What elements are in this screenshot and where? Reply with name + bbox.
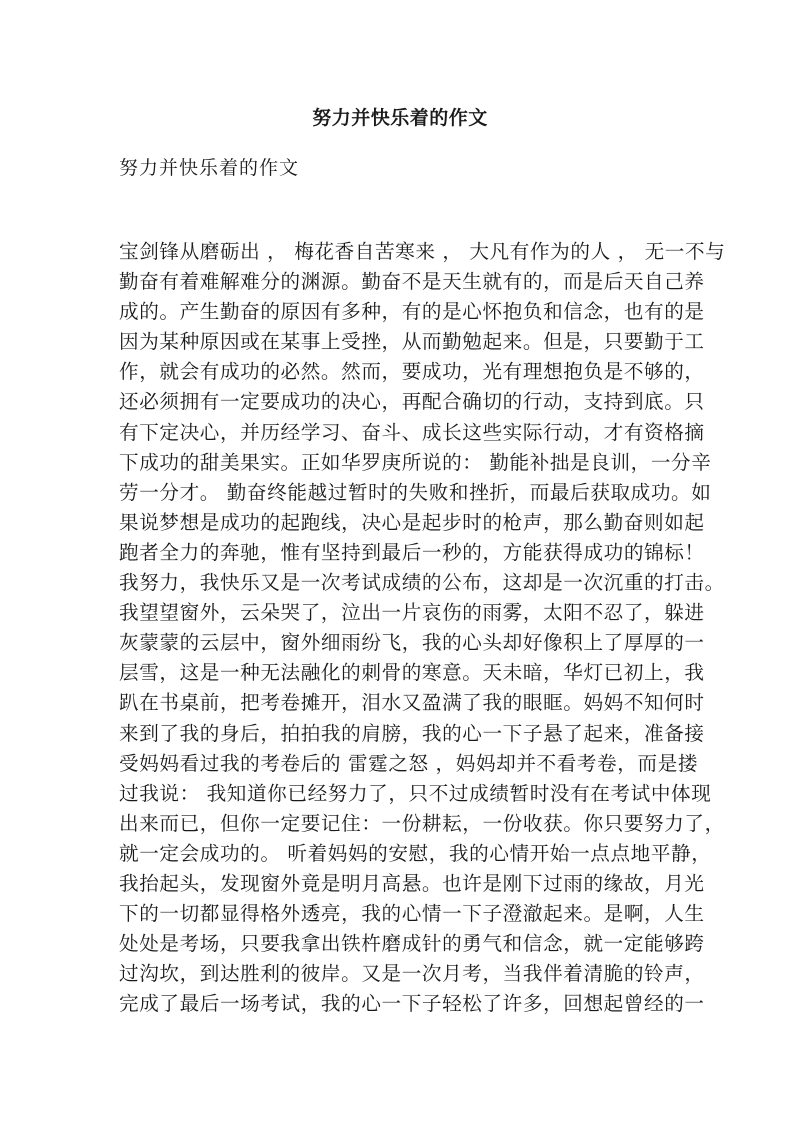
body-line: 我抬起头，发现窗外竟是明月高悬。也许是刚下过雨的缘故，月光 [119, 871, 705, 895]
body-line: 我望望窗外，云朵哭了，泣出一片哀伤的雨雾，太阳不忍了，躲进 [119, 601, 705, 625]
body-line: 劳一分才。 勤奋终能越过暂时的失败和挫折，而最后获取成功。如 [119, 480, 712, 504]
body-line: 完成了最后一场考试，我的心一下子轻松了许多，回想起曾经的一 [119, 992, 705, 1016]
body-line: 过沟坎，到达胜利的彼岸。又是一次月考，当我伴着清脆的铃声， [119, 962, 705, 986]
document-title: 努力并快乐着的作文 [312, 107, 488, 129]
body-line: 灰蒙蒙的云层中，窗外细雨纷飞，我的心头却好像积上了厚厚的一 [119, 631, 705, 655]
body-line: 还必须拥有一定要成功的决心，再配合确切的行动，支持到底。只 [119, 390, 705, 414]
document-subtitle: 努力并快乐着的作文 [119, 157, 300, 179]
body-line: 作，就会有成功的必然。然而，要成功，光有理想抱负是不够的， [119, 360, 705, 384]
body-line: 处处是考场，只要我拿出铁杵磨成针的勇气和信念，就一定能够跨 [119, 932, 705, 956]
body-line: 我努力，我快乐又是一次考试成绩的公布，这却是一次沉重的打击。 [119, 571, 725, 595]
essay-body [119, 237, 726, 1019]
body-line: 就一定会成功的。 听着妈妈的安慰，我的心情开始一点点地平静， [119, 841, 712, 865]
body-line: 来到了我的身后，拍拍我的肩膀，我的心一下子悬了起来，准备接 [119, 721, 705, 745]
body-line: 层雪，这是一种无法融化的刺骨的寒意。天未暗，华灯已初上，我 [119, 661, 705, 685]
body-line: 下成功的甜美果实。正如华罗庚所说的： 勤能补拙是良训，一分辛 [119, 450, 712, 474]
body-line: 果说梦想是成功的起跑线，决心是起步时的枪声，那么勤奋则如起 [119, 510, 705, 534]
body-line: 过我说： 我知道你已经努力了，只不过成绩暂时没有在考试中体现 [119, 781, 712, 805]
body-line: 勤奋有着难解难分的渊源。勤奋不是天生就有的，而是后天自己养 [119, 270, 705, 294]
body-line: 成的。产生勤奋的原因有多种，有的是心怀抱负和信念，也有的是 [119, 300, 705, 324]
body-line: 受妈妈看过我的考卷后的 雷霆之怒 ，妈妈却并不看考卷，而是搂 [119, 751, 699, 775]
body-line: 出来而已，但你一定要记住：一份耕耘，一份收获。你只要努力了， [119, 811, 725, 835]
body-line: 跑者全力的奔驰，惟有坚持到最后一秒的，方能获得成功的锦标！ [119, 540, 705, 564]
body-line: 宝剑锋从磨砺出 ， 梅花香自苦寒来 ， 大凡有作为的人 ， 无一不与 [119, 240, 726, 263]
body-line: 有下定决心，并历经学习、奋斗、成长这些实际行动，才有资格摘 [119, 420, 705, 444]
body-line: 下的一切都显得格外透亮，我的心情一下子澄澈起来。是啊，人生 [119, 902, 705, 926]
body-line: 因为某种原因或在某事上受挫，从而勤勉起来。但是，只要勤于工 [119, 330, 705, 354]
body-line: 趴在书桌前，把考卷摊开，泪水又盈满了我的眼眶。妈妈不知何时 [119, 691, 705, 715]
